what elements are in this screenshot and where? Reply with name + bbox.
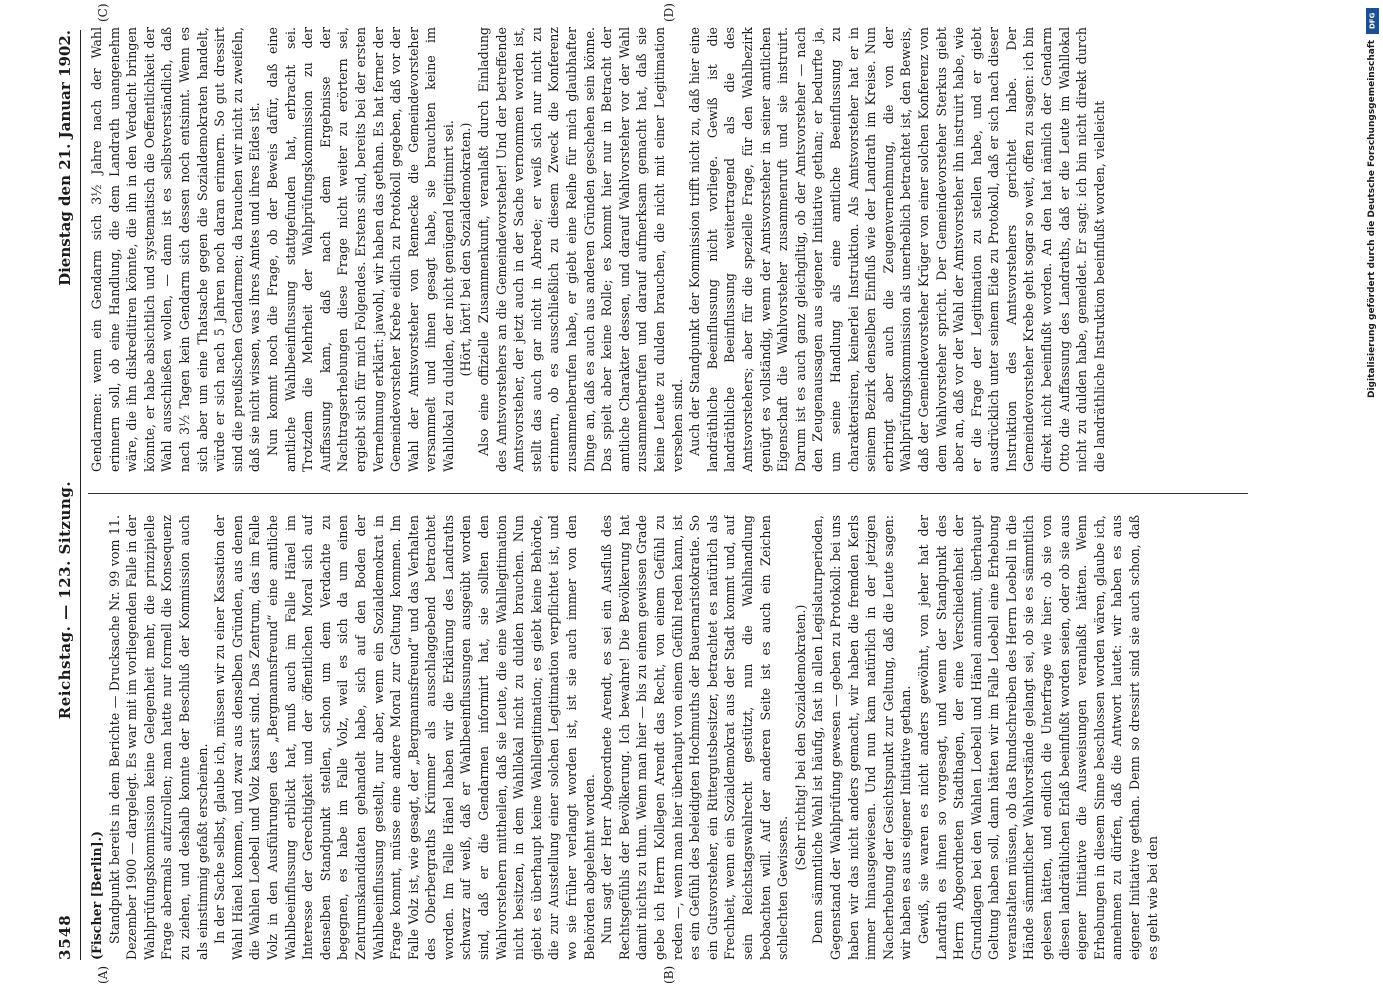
digitization-credit: Digitalisierung gefördert durch die Deutsche Forschungsgemeinschaft xyxy=(1367,40,1377,399)
paragraph: Denn sämmtliche Wahl ist häufig, fast in allen Legislaturperioden, Gegenstand der Wahlprüfung gewesen — geben zu Protokoll: bei uns haben wir das nicht anders gemacht, wir haben die fremden Kerls immer hinausgewiesen. Und nun kam natürlich in der jetzigen Nacherhebung der Gesichtspunkt zur Geltung, daß die Leute sagen: wir haben es aus eigener Initiative gethan. xyxy=(810,515,914,960)
page-number: 3548 xyxy=(56,914,74,960)
session-title: Reichstag. — 123. Sitzung. xyxy=(56,480,74,720)
margin-letter-a: (A) xyxy=(96,965,110,984)
session-date: Dienstag den 21. Januar 1902. xyxy=(56,30,74,286)
paragraph: Gendarmen: wenn ein Gendarm sich 3½ Jahre nach der Wahl erinnern soll, ob eine Handlung, die dem Landrath unangenehm wäre, die ihn diskreditiren könnte, die ihn in den Verdacht bringen könnte, er habe absichtlich und systematisch die Oeffentlichkeit der Wahl ausschließen wollen, — dann ist es selbstverständlich, daß nach 3½ Tagen kein Gendarm sich dessen noch entsinnt. Wenn es sich aber um eine Thatsache gegen die Sozialdemokraten handelt, würde er sich nach 5 Jahren noch daran erinnern. So gut dressirt sind die preußischen Gendarmen; da brauchen wir nicht zu zweifeln, daß sie nicht wissen, was ihres Amtes und ihres Eides ist. xyxy=(89,27,263,472)
interjection: (Hört, hört! bei den Sozialdemokraten.) xyxy=(458,122,474,377)
paragraph: Also eine offizielle Zusammenkunft, veranlaßt durch Einladung des Amtsvorstehers an die Gemeindevorsteher! Und der betreffende Amtsvorsteher, der jetzt auch in der Sache vernommen worden ist, stellt das auch gar nicht in Abrede; er weiß sich nur nicht zu erinnern, ob es ausschließlich zu diesem Zweck die Konferenz zusammenberufen habe, er giebt eine Reihe für mich glaubhafter Dinge an, daß es auch aus anderen Gründen geschehen sein könne. Das spielt aber keine Rolle; es kommt hier nur in Betracht der amtliche Charakter dessen, und darauf Wahlvorsteher vor der Wahl zusammenberufen und darauf aufmerksam gemacht hat, daß sie keine Leute zu dulden brauchen, die nicht mit einer Legitimation versehen sind. xyxy=(476,27,685,472)
paragraph: In der Sache selbst, glaube ich, müssen wir zu einer Kassation der Wahl Hänel kommen, und zwar aus denselben Gründen, aus denen die Wahlen Loebell und Volz kassirt sind. Das Zentrum, das im Falle Volz in den Ausführungen des „Bergmannsfreund“ eine amtliche Wahlbeeinflussung erblickt hat, muß auch im Falle Hänel im Interesse der Gerechtigkeit und der öffentlichen Moral sich auf denselben Standpunkt stellen, schon um dem Verdachte zu begegnen, es habe im Falle Volz, weil es sich da um einen Zentrumskandidaten gehandelt habe, sich auf den Boden der Wahlbeeinflussung gestellt, nur aber, wenn ein Sozialdemokrat in Frage kommt, müsse eine andere Moral zur Geltung kommen. Im Falle Volz ist, wie gesagt, der „Bergmannsfreund“ und das Verhalten des Oberbergraths Krümmer als ausschlaggebend betrachtet worden. Im Falle Hänel haben wir die Erklärung des Landraths schwarz auf weiß, daß er Wahlbeeinflussungen ausgeübt worden sind, daß er die Gendarmen informirt hat, sie sollten den Wahlvorstehern mittheilen, daß sie Leute, die eine Wahllegitimation nicht besitzen, in dem Wahllokal nicht zu dulden brauchen. Nun giebt es überhaupt keine Wahllegitimation; es giebt keine Behörde, die zur Ausstellung einer solchen Legitimation verpflichtet ist, und wo sie früher verlangt worden ist, ist sie auch immer von den Behörden abgelehnt worden. xyxy=(212,515,597,960)
interjection: (Sehr richtig! bei den Sozialdemokraten.) xyxy=(792,604,808,871)
paragraph: Nun sagt der Herr Abgeordnete Arendt, es sei ein Ausfluß des Rechtsgefühls der Bevölkerung. Ich bewahre! Die Bevölkerung hat damit nichts zu thun. Wenn man hier — bis zu einem gewissen Grade gebe ich Herrn Kollegen Arendt das Recht, von einem Gefühl zu reden —, wenn man hier überhaupt von einem Gefühl reden kann, ist es ein Gefühl des beleidigten Hochmuths der Bauernaristokratie. So ein Gutsvorsteher, ein Rittergutsbesitzer, betrachtet es natürlich als Frechheit, wenn ein Sozialdemokrat aus der Stadt kommt und, auf sein Reichstagswahlrecht gestützt, nun die Wahlhandlung beobachten will. Auf der anderen Seite ist es auch ein Zeichen schlechten Gewissens. xyxy=(599,515,791,960)
dfg-logo: DFG xyxy=(1366,8,1379,34)
speaker-label: (Fischer [Berlin].) xyxy=(89,831,104,960)
header-rule xyxy=(80,30,81,960)
margin-letter-c: (C) xyxy=(96,3,110,22)
margin-letter-d: (D) xyxy=(662,3,676,22)
paragraph: Standpunkt bereits in dem Berichte — Drucksache Nr. 99 vom 11. Dezember 1900 — dargelegt. Es war mit im vorliegenden Falle in der Wahlprüfungskommission keine Gelegenheit mehr, die prinzipielle Frage abermals aufzurollen; man hatte nur formell die Konsequenz zu ziehen, und deshalb konnte der Beschluß der Kommission auch als einstimmig gefaßt erscheinen. xyxy=(106,515,210,960)
paragraph: Nun kommt noch die Frage, ob der Beweis dafür, daß eine amtliche Wahlbeeinflussung stattgefunden hat, erbracht sei. Trotzdem die Mehrheit der Wahlprüfungskommission zu der Auffassung kam, daß nach dem Ergebnisse der Nachtragserhebungen diese Frage nicht weiter zu erörtern sei, ergiebt sich für mich Folgendes. Erstens sind, bereits bei der ersten Vernehmung erklärt: jawohl, wir haben das gethan. Es hat ferner der Gemeindevorsteher Krebe eidlich zu Protokoll gegeben, daß vor der Wahl der Amtsvorsteher von Rennecke die Gemeindevorsteher versammelt und ihnen gesagt habe, sie brauchten keine im Wahllokal zu dulden, der nicht genügend legitimirt sei. xyxy=(264,27,456,472)
paragraph: Auch der Standpunkt der Kommission trifft nicht zu, daß hier eine landräthliche Beeinflussung nicht vorliege. Gewiß ist die landräthliche Beeinflussung weitertragend als die des Amtsvorstehers; aber für die spezielle Frage, für den Wahlbezirk genügt es vollständig, wenn der Amtsvorsteher in seiner amtlichen Eigenschaft die Wahlvorsteher zusammenruft und sie instruirt. Darum ist es auch ganz gleichgiltig, ob der Amtsvorsteher — nach den Zeugenaussagen aus eigener Initiative gethan; er bedurfte ja, um seine Handlung als eine amtliche Beeinflussung zu charakterisiren, keinerlei Instruktion. Als Amtsvorsteher hat er in seinem Bezirk denselben Einfluß wie der Landrath im Kreise. Nun erbringt aber auch die Zeugenvernehmung, die von der Wahlprüfungskommission als unerheblich betrachtet ist, den Beweis, daß der Gemeindevorsteher Krüger von einer solchen Konferenz von dem Wahlvorsteher spricht. Der Gemeindevorsteher Sterkus giebt aber an, daß vor der Wahl der Amtsvorsteher ihn instruirt habe, wie er die Frage der Legitimation zu stellen habe, und er giebt ausdrücklich unter seinem Eide zu Protokoll, daß er sich nach dieser Instruktion des Amtsvorstehers gerichtet habe. Der Gemeindevorsteher Krebe geht sogar so weit, offen zu sagen: ich bin direkt nicht beeinflußt worden. An den hat nämlich der Gendarm Otto die Auffassung des Landraths, daß er die Leute im Wahllokal nicht zu dulden habe, gemeldet. Er sagt: ich bin nicht direkt durch die landräthliche Instruktion beeinflußt worden, vielleicht xyxy=(687,27,1107,472)
page-header xyxy=(52,30,78,960)
paragraph: Gewiß, sie waren es nicht anders gewöhnt, von jeher hat der Landrath es ihnen so vorgesagt, und wenn der Standpunkt des Herrn Abgeordneten Stadthagen, der eine Verschiedenheit der Grundlagen bei den Wahlen Loebell und Hänel annimmt, überhaupt Geltung haben soll, dann hätten wir im Falle Loebell eine Erhebung veranstalten müssen, ob das Rundschreiben des Herrn Loebell in die Hände sämmtlicher Wahlvorstände gelangt sei, ob sie es sämmtlich gelesen hätten, und endlich die Unterfrage wie hier: ob sie von diesen landräthlichen Erlaß beeinflußt worden seien, oder ob sie aus eigener Initiative die Ausweisungen veranlaßt hätten. Wenn Erhebungen in diesem Sinne beschlossen worden wären, glaube ich, annehmen zu dürfen, daß die Antwort lautet: wir haben es aus eigener Initiative gethan. Denn so dressirt sind sie auch schon, daß es geht wie bei den xyxy=(915,515,1160,960)
left-column xyxy=(88,515,1248,960)
column-divider xyxy=(88,493,1248,494)
right-column xyxy=(88,27,1248,472)
margin-letter-b: (B) xyxy=(662,965,676,984)
